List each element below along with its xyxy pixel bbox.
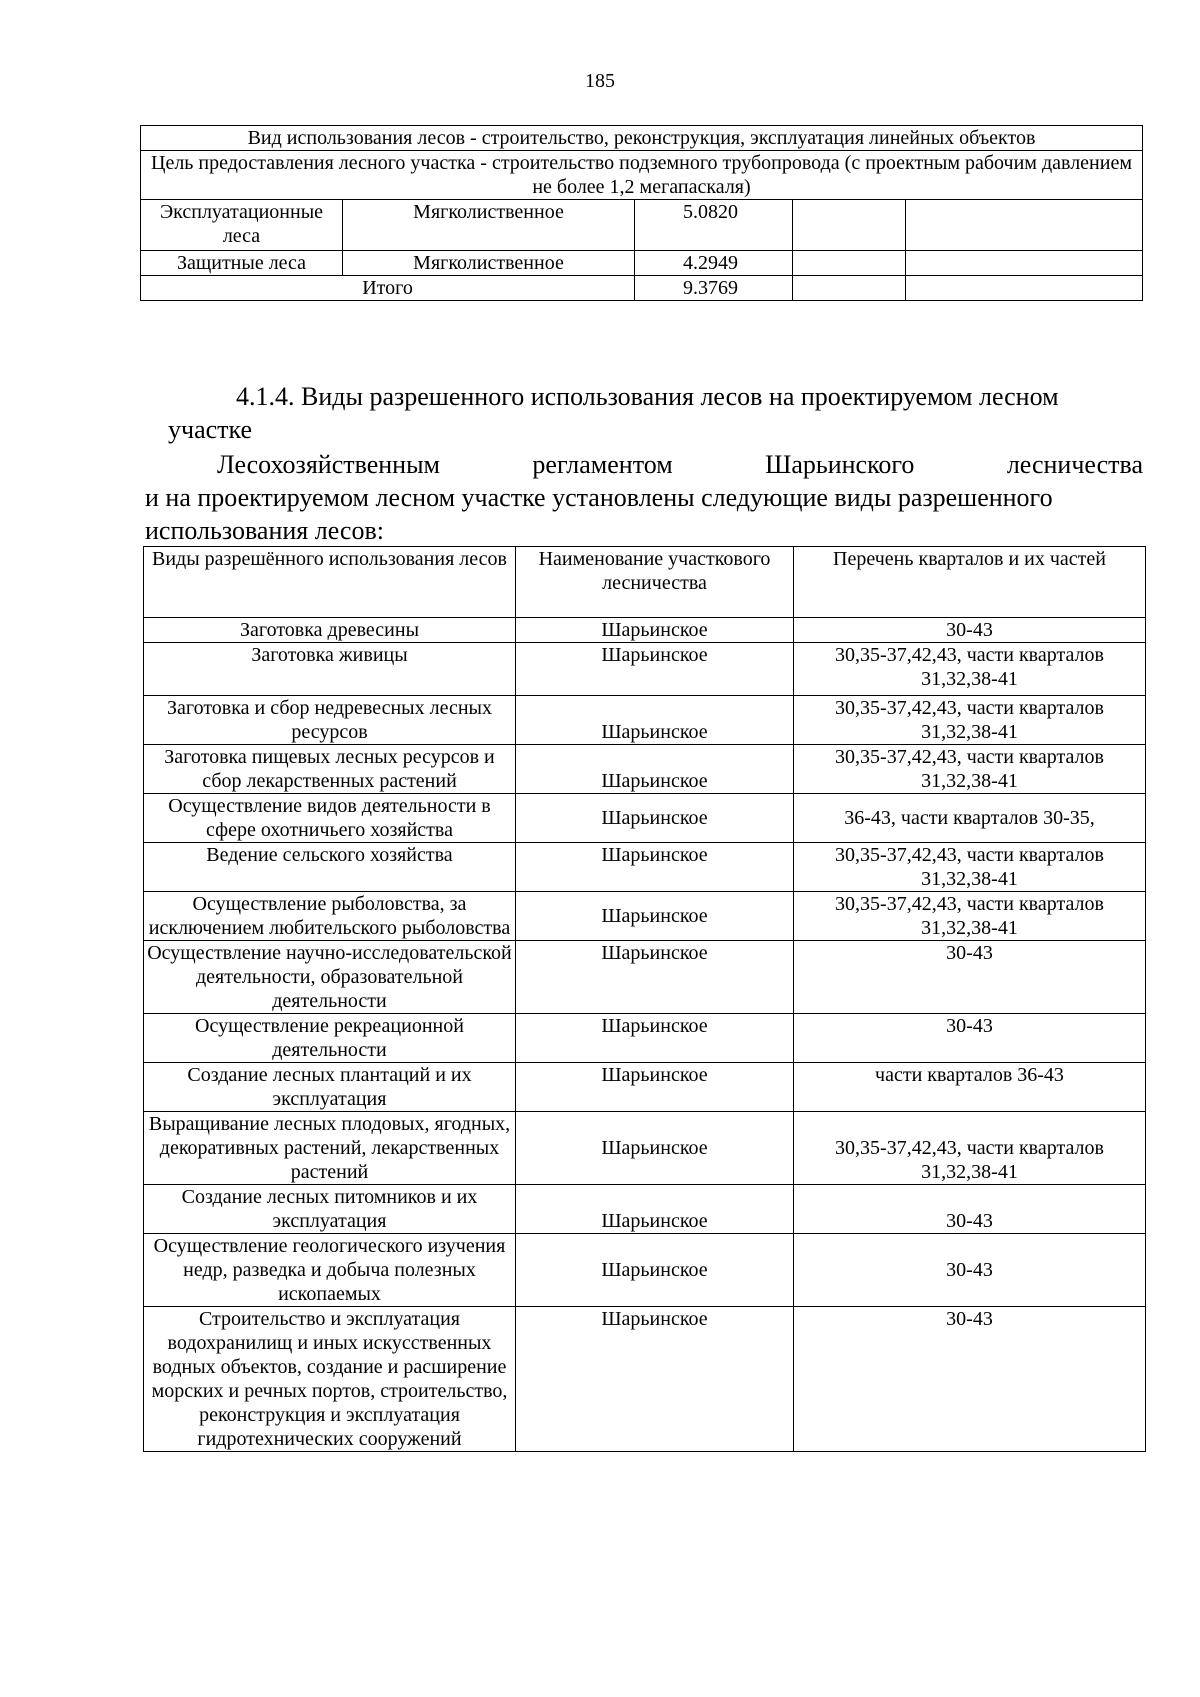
use-cell: Ведение сельского хозяйства: [144, 843, 516, 892]
table-row: [144, 696, 1146, 745]
use-cell: Выращивание лесных плодовых, ягодных, декоративных растений, лекарственных растений: [144, 1112, 516, 1185]
column-header-forestry: Наименование участкового лесничества: [516, 547, 794, 618]
quarters-cell: 30,35-37,42,43, части кварталов 31,32,38-41: [794, 696, 1146, 745]
intro-paragraph: [145, 448, 1143, 547]
use-cell: Осуществление рыболовства, за исключением любительского рыболовства: [144, 892, 516, 941]
table-row: [141, 251, 1143, 276]
linear-objects-table: [140, 125, 1143, 301]
quarters-cell: 30,35-37,42,43, части кварталов 31,32,38-41: [794, 643, 1146, 696]
section-heading-line1: 4.1.4. Виды разрешенного использования лесов на проектируемом лесном: [236, 382, 1059, 411]
table-row: [144, 892, 1146, 941]
table-row: [144, 1112, 1146, 1185]
forestry-cell: Шарьинское: [516, 892, 794, 941]
usage-type-header: Вид использования лесов - строительство, реконструкция, эксплуатация линейных объектов: [141, 126, 1143, 151]
quarters-cell: части кварталов 36-43: [794, 1063, 1146, 1112]
forestry-cell: Шарьинское: [516, 745, 794, 794]
area-cell: 4.2949: [635, 251, 793, 276]
quarters-cell: 30-43: [794, 1185, 1146, 1234]
table-row: [141, 151, 1143, 200]
quarters-cell: 30-43: [794, 1234, 1146, 1307]
use-cell: Создание лесных плантаций и их эксплуатация: [144, 1063, 516, 1112]
use-cell: Строительство и эксплуатация водохранилищ и иных искусственных водных объектов, создание и расширение морских и речных портов, строительство, реконструкция и эксплуатация гидротехнических сооружений: [144, 1307, 516, 1452]
paragraph-word: лесничества: [1006, 450, 1143, 479]
forest-category-cell: Защитные леса: [141, 251, 343, 276]
table-row: [144, 794, 1146, 843]
column-header-use: Виды разрешённого использования лесов: [144, 547, 516, 618]
use-cell: Заготовка пищевых лесных ресурсов и сбор лекарственных растений: [144, 745, 516, 794]
quarters-cell: 30-43: [794, 1014, 1146, 1063]
use-cell: Осуществление видов деятельности в сфере охотничьего хозяйства: [144, 794, 516, 843]
forestry-cell: Шарьинское: [516, 1234, 794, 1307]
table-row: [144, 1063, 1146, 1112]
table-row: [144, 1307, 1146, 1452]
section-heading: [168, 380, 1144, 446]
quarters-cell: 30,35-37,42,43, части кварталов 31,32,38-41: [794, 1112, 1146, 1185]
table-row: [144, 618, 1146, 643]
quarters-cell: 30-43: [794, 618, 1146, 643]
table-row: [141, 126, 1143, 151]
quarters-cell: 30-43: [794, 941, 1146, 1014]
forestry-cell: Шарьинское: [516, 643, 794, 696]
forestry-cell: Шарьинское: [516, 1014, 794, 1063]
table-row: [144, 1185, 1146, 1234]
table-row: [144, 941, 1146, 1014]
table-row: [144, 745, 1146, 794]
total-label: Итого: [141, 276, 635, 301]
use-cell: Осуществление рекреационной деятельности: [144, 1014, 516, 1063]
forestry-cell: Шарьинское: [516, 941, 794, 1014]
section-heading-line2: участке: [168, 415, 253, 444]
table-row: [144, 643, 1146, 696]
paragraph-word: регламентом: [532, 450, 673, 479]
use-cell: Заготовка древесины: [144, 618, 516, 643]
forestry-cell: Шарьинское: [516, 1307, 794, 1452]
total-value: 9.3769: [635, 276, 793, 301]
table-row: [141, 276, 1143, 301]
use-cell: Осуществление геологического изучения недр, разведка и добыча полезных ископаемых: [144, 1234, 516, 1307]
area-cell: 5.0820: [635, 200, 793, 251]
empty-cell: [793, 276, 906, 301]
use-cell: Заготовка живицы: [144, 643, 516, 696]
forestry-cell: Шарьинское: [516, 1112, 794, 1185]
quarters-cell: 36-43, части кварталов 30-35,: [794, 794, 1146, 843]
quarters-cell: 30,35-37,42,43, части кварталов 31,32,38-41: [794, 892, 1146, 941]
forest-category-cell: Эксплуатационные леса: [141, 200, 343, 251]
table-row: [144, 1014, 1146, 1063]
empty-cell: [906, 251, 1143, 276]
paragraph-word: Шарьинского: [765, 450, 915, 479]
paragraph-word: Лесохозяйственным: [217, 450, 441, 479]
use-cell: Заготовка и сбор недревесных лесных ресурсов: [144, 696, 516, 745]
empty-cell: [906, 200, 1143, 251]
use-cell: Создание лесных питомников и их эксплуатация: [144, 1185, 516, 1234]
forestry-cell: Шарьинское: [516, 1185, 794, 1234]
page-number: 185: [585, 70, 615, 92]
species-cell: Мягколиственное: [343, 200, 635, 251]
table-row: [144, 843, 1146, 892]
paragraph-first-line: [145, 448, 1143, 481]
forestry-cell: Шарьинское: [516, 794, 794, 843]
forestry-cell: Шарьинское: [516, 843, 794, 892]
table-header-row: [144, 547, 1146, 618]
use-cell: Осуществление научно-исследовательской деятельности, образовательной деятельности: [144, 941, 516, 1014]
table-row: [141, 200, 1143, 251]
purpose-header: Цель предоставления лесного участка - строительство подземного трубопровода (с проектным рабочим давлением не более 1,2 мегапаскаля): [141, 151, 1143, 200]
permitted-uses-table: [143, 546, 1146, 1452]
column-header-quarters: Перечень кварталов и их частей: [794, 547, 1146, 618]
forestry-cell: Шарьинское: [516, 696, 794, 745]
paragraph-rest: и на проектируемом лесном участке установлены следующие виды разрешенного использования лесов:: [145, 483, 1053, 545]
forestry-cell: Шарьинское: [516, 1063, 794, 1112]
empty-cell: [793, 200, 906, 251]
quarters-cell: 30,35-37,42,43, части кварталов 31,32,38-41: [794, 843, 1146, 892]
species-cell: Мягколиственное: [343, 251, 635, 276]
forestry-cell: Шарьинское: [516, 618, 794, 643]
quarters-cell: 30-43: [794, 1307, 1146, 1452]
empty-cell: [793, 251, 906, 276]
empty-cell: [906, 276, 1143, 301]
quarters-cell: 30,35-37,42,43, части кварталов 31,32,38-41: [794, 745, 1146, 794]
table-row: [144, 1234, 1146, 1307]
